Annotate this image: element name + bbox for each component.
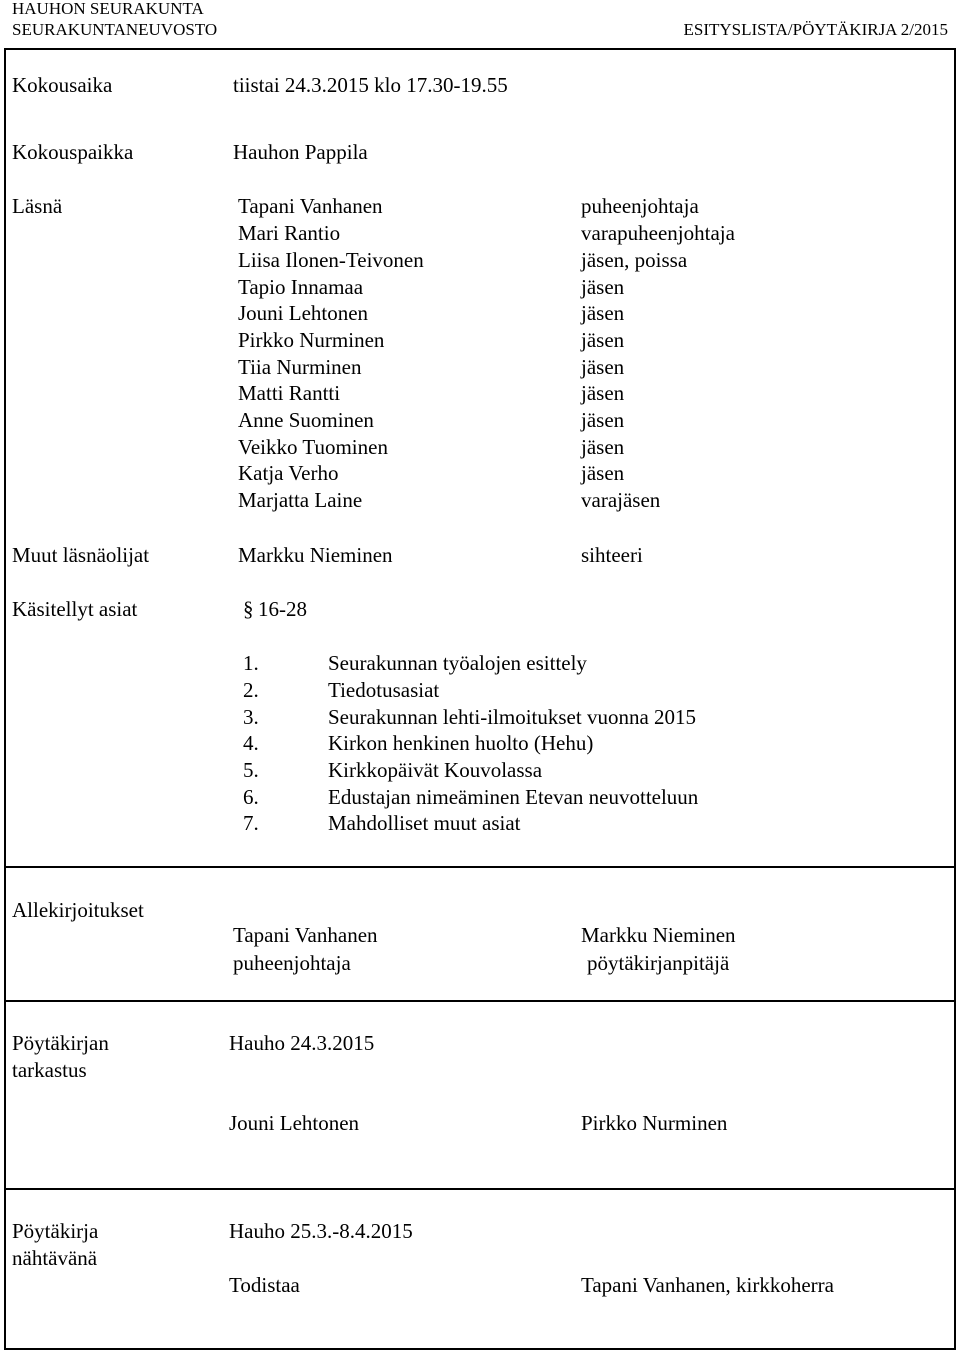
member-role: jäsen: [581, 435, 625, 459]
member-name: Tapio Innamaa: [238, 275, 364, 299]
agenda-number: 7.: [243, 811, 259, 835]
items-label: Käsitellyt asiat: [12, 597, 138, 621]
agenda-number: 3.: [243, 705, 259, 729]
member-role: jäsen: [581, 301, 625, 325]
reviewer-1: Jouni Lehtonen: [229, 1111, 360, 1135]
agenda-item: Mahdolliset muut asiat: [328, 811, 521, 835]
meeting-time-value: tiistai 24.3.2015 klo 17.30-19.55: [233, 73, 508, 97]
chair-role: puheenjohtaja: [233, 951, 351, 975]
attest-label: Todistaa: [229, 1273, 300, 1297]
member-role: jäsen: [581, 275, 625, 299]
viewing-place-date: Hauho 25.3.-8.4.2015: [229, 1219, 413, 1243]
member-name: Veikko Tuominen: [238, 435, 388, 459]
signatures-box: [4, 868, 956, 1002]
agenda-number: 2.: [243, 678, 259, 702]
meeting-place-value: Hauhon Pappila: [233, 140, 368, 164]
agenda-number: 6.: [243, 785, 259, 809]
viewing-label-line1: Pöytäkirja: [12, 1219, 99, 1243]
meeting-place-label: Kokouspaikka: [12, 140, 134, 164]
reviewer-2: Pirkko Nurminen: [581, 1111, 728, 1135]
member-role: puheenjohtaja: [581, 194, 699, 218]
member-name: Pirkko Nurminen: [238, 328, 385, 352]
member-role: jäsen: [581, 381, 625, 405]
agenda-item: Seurakunnan työalojen esittely: [328, 651, 587, 675]
present-label: Läsnä: [12, 194, 63, 218]
secretary-name: Markku Nieminen: [581, 923, 736, 947]
member-role: varajäsen: [581, 488, 661, 512]
agenda-number: 1.: [243, 651, 259, 675]
member-name: Jouni Lehtonen: [238, 301, 369, 325]
organization-name: HAUHON SEURAKUNTA: [12, 0, 204, 18]
signatures-label: Allekirjoitukset: [12, 898, 144, 922]
review-label-line2: tarkastus: [12, 1058, 87, 1082]
agenda-number: 5.: [243, 758, 259, 782]
member-name: Matti Rantti: [238, 381, 341, 405]
viewing-box: [4, 1190, 956, 1350]
member-role: jäsen: [581, 355, 625, 379]
agenda-item: Seurakunnan lehti-ilmoitukset vuonna 2015: [328, 705, 697, 729]
member-role: varapuheenjohtaja: [581, 221, 735, 245]
member-role: jäsen: [581, 408, 625, 432]
agenda-item: Kirkon henkinen huolto (Hehu): [328, 731, 594, 755]
member-role: jäsen, poissa: [581, 248, 688, 272]
agenda-number: 4.: [243, 731, 259, 755]
viewing-label-line2: nähtävänä: [12, 1246, 98, 1270]
agenda-item: Edustajan nimeäminen Etevan neuvotteluun: [328, 785, 699, 809]
member-name: Anne Suominen: [238, 408, 374, 432]
document-id: ESITYSLISTA/PÖYTÄKIRJA 2/2015: [683, 20, 948, 39]
member-name: Mari Rantio: [238, 221, 341, 245]
member-name: Katja Verho: [238, 461, 339, 485]
others-role: sihteeri: [581, 543, 643, 567]
member-name: Liisa Ilonen-Teivonen: [238, 248, 424, 272]
items-range: 16-28: [258, 597, 307, 621]
member-name: Tapani Vanhanen: [238, 194, 383, 218]
others-name: Markku Nieminen: [238, 543, 393, 567]
member-role: jäsen: [581, 328, 625, 352]
section-symbol: §: [243, 597, 254, 621]
chair-name: Tapani Vanhanen: [233, 923, 378, 947]
body-name: SEURAKUNTANEUVOSTO: [12, 20, 218, 39]
review-place-date: Hauho 24.3.2015: [229, 1031, 375, 1055]
agenda-item: Tiedotusasiat: [328, 678, 440, 702]
member-name: Tiia Nurminen: [238, 355, 362, 379]
member-role: jäsen: [581, 461, 625, 485]
others-label: Muut läsnäolijat: [12, 543, 150, 567]
review-label-line1: Pöytäkirjan: [12, 1031, 109, 1055]
secretary-role: pöytäkirjanpitäjä: [587, 951, 730, 975]
review-box: [4, 1002, 956, 1190]
agenda-item: Kirkkopäivät Kouvolassa: [328, 758, 543, 782]
meeting-time-label: Kokousaika: [12, 73, 113, 97]
member-name: Marjatta Laine: [238, 488, 363, 512]
attester-name: Tapani Vanhanen, kirkkoherra: [581, 1273, 834, 1297]
